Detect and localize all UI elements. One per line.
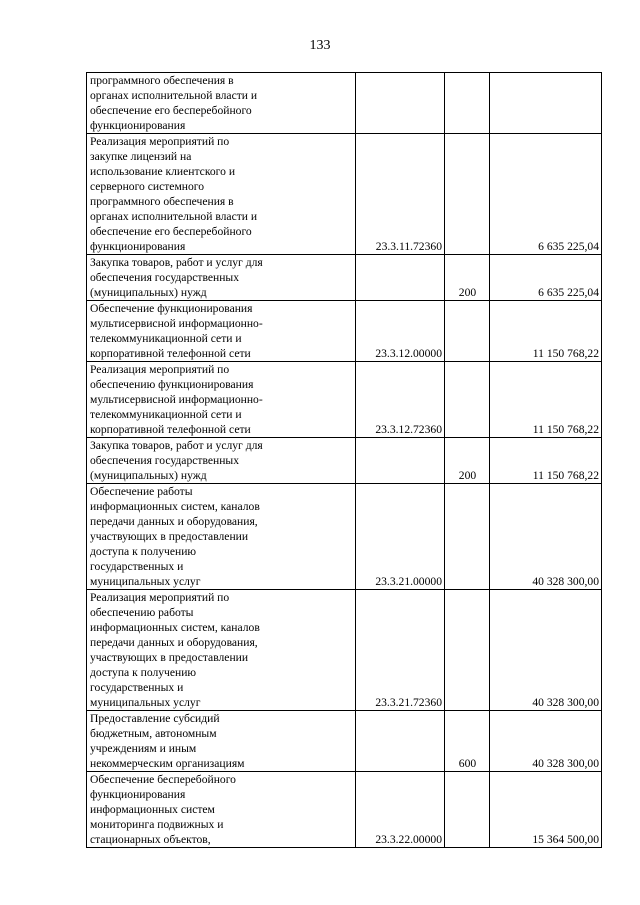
expense-type-cell: 200	[445, 255, 490, 301]
expense-type-cell	[445, 134, 490, 255]
item-code-cell	[356, 438, 445, 484]
table-row	[87, 255, 602, 301]
amount-cell: 40 328 300,00	[490, 590, 602, 711]
table-row	[87, 772, 602, 848]
item-name-cell: Реализация мероприятий по закупке лицензий на использование клиентского и серверного системного программного обеспечения в органах исполнительной власти и обеспечение его бесперебойного функционирования	[87, 134, 356, 255]
table-row	[87, 590, 602, 711]
item-name-cell: Реализация мероприятий по обеспечению работы информационных систем, каналов передачи данных и оборудования, участвующих в предоставлении доступа к получению государственных и муниципальных услуг	[87, 590, 356, 711]
amount-cell: 40 328 300,00	[490, 711, 602, 772]
expense-type-cell: 600	[445, 711, 490, 772]
item-name-cell: Обеспечение функционирования мультисервисной информационно- телекоммуникационной сети и корпоративной телефонной сети	[87, 301, 356, 362]
expense-type-cell: 200	[445, 438, 490, 484]
budget-table	[86, 72, 602, 848]
amount-cell: 40 328 300,00	[490, 484, 602, 590]
amount-cell: 11 150 768,22	[490, 438, 602, 484]
item-code-cell: 23.3.11.72360	[356, 134, 445, 255]
item-code-cell: 23.3.12.00000	[356, 301, 445, 362]
table-row	[87, 711, 602, 772]
item-code-cell	[356, 73, 445, 134]
item-name-cell: программного обеспечения в органах исполнительной власти и обеспечение его бесперебойного функционирования	[87, 73, 356, 134]
item-name-cell: Обеспечение работы информационных систем, каналов передачи данных и оборудования, участвующих в предоставлении доступа к получению государственных и муниципальных услуг	[87, 484, 356, 590]
item-name-cell: Предоставление субсидий бюджетным, автономным учреждениям и иным некоммерческим организациям	[87, 711, 356, 772]
item-code-cell: 23.3.21.72360	[356, 590, 445, 711]
expense-type-cell	[445, 301, 490, 362]
item-name-cell: Закупка товаров, работ и услуг для обеспечения государственных (муниципальных) нужд	[87, 438, 356, 484]
amount-cell	[490, 73, 602, 134]
table-row	[87, 73, 602, 134]
table-row	[87, 438, 602, 484]
table-row	[87, 362, 602, 438]
amount-cell: 11 150 768,22	[490, 362, 602, 438]
expense-type-cell	[445, 590, 490, 711]
table-row	[87, 134, 602, 255]
item-code-cell: 23.3.22.00000	[356, 772, 445, 848]
expense-type-cell	[445, 362, 490, 438]
page-number: 133	[309, 38, 331, 53]
amount-cell: 6 635 225,04	[490, 134, 602, 255]
expense-type-cell	[445, 772, 490, 848]
item-name-cell: Реализация мероприятий по обеспечению функционирования мультисервисной информационно- телекоммуникационной сети и корпоративной телефонной сети	[87, 362, 356, 438]
expense-type-cell	[445, 73, 490, 134]
item-name-cell: Обеспечение бесперебойного функционирования информационных систем мониторинга подвижных и стационарных объектов,	[87, 772, 356, 848]
table-row	[87, 301, 602, 362]
table-row	[87, 484, 602, 590]
item-code-cell	[356, 255, 445, 301]
item-code-cell	[356, 711, 445, 772]
item-code-cell: 23.3.21.00000	[356, 484, 445, 590]
amount-cell: 11 150 768,22	[490, 301, 602, 362]
item-name-cell: Закупка товаров, работ и услуг для обеспечения государственных (муниципальных) нужд	[87, 255, 356, 301]
amount-cell: 15 364 500,00	[490, 772, 602, 848]
amount-cell: 6 635 225,04	[490, 255, 602, 301]
expense-type-cell	[445, 484, 490, 590]
item-code-cell: 23.3.12.72360	[356, 362, 445, 438]
